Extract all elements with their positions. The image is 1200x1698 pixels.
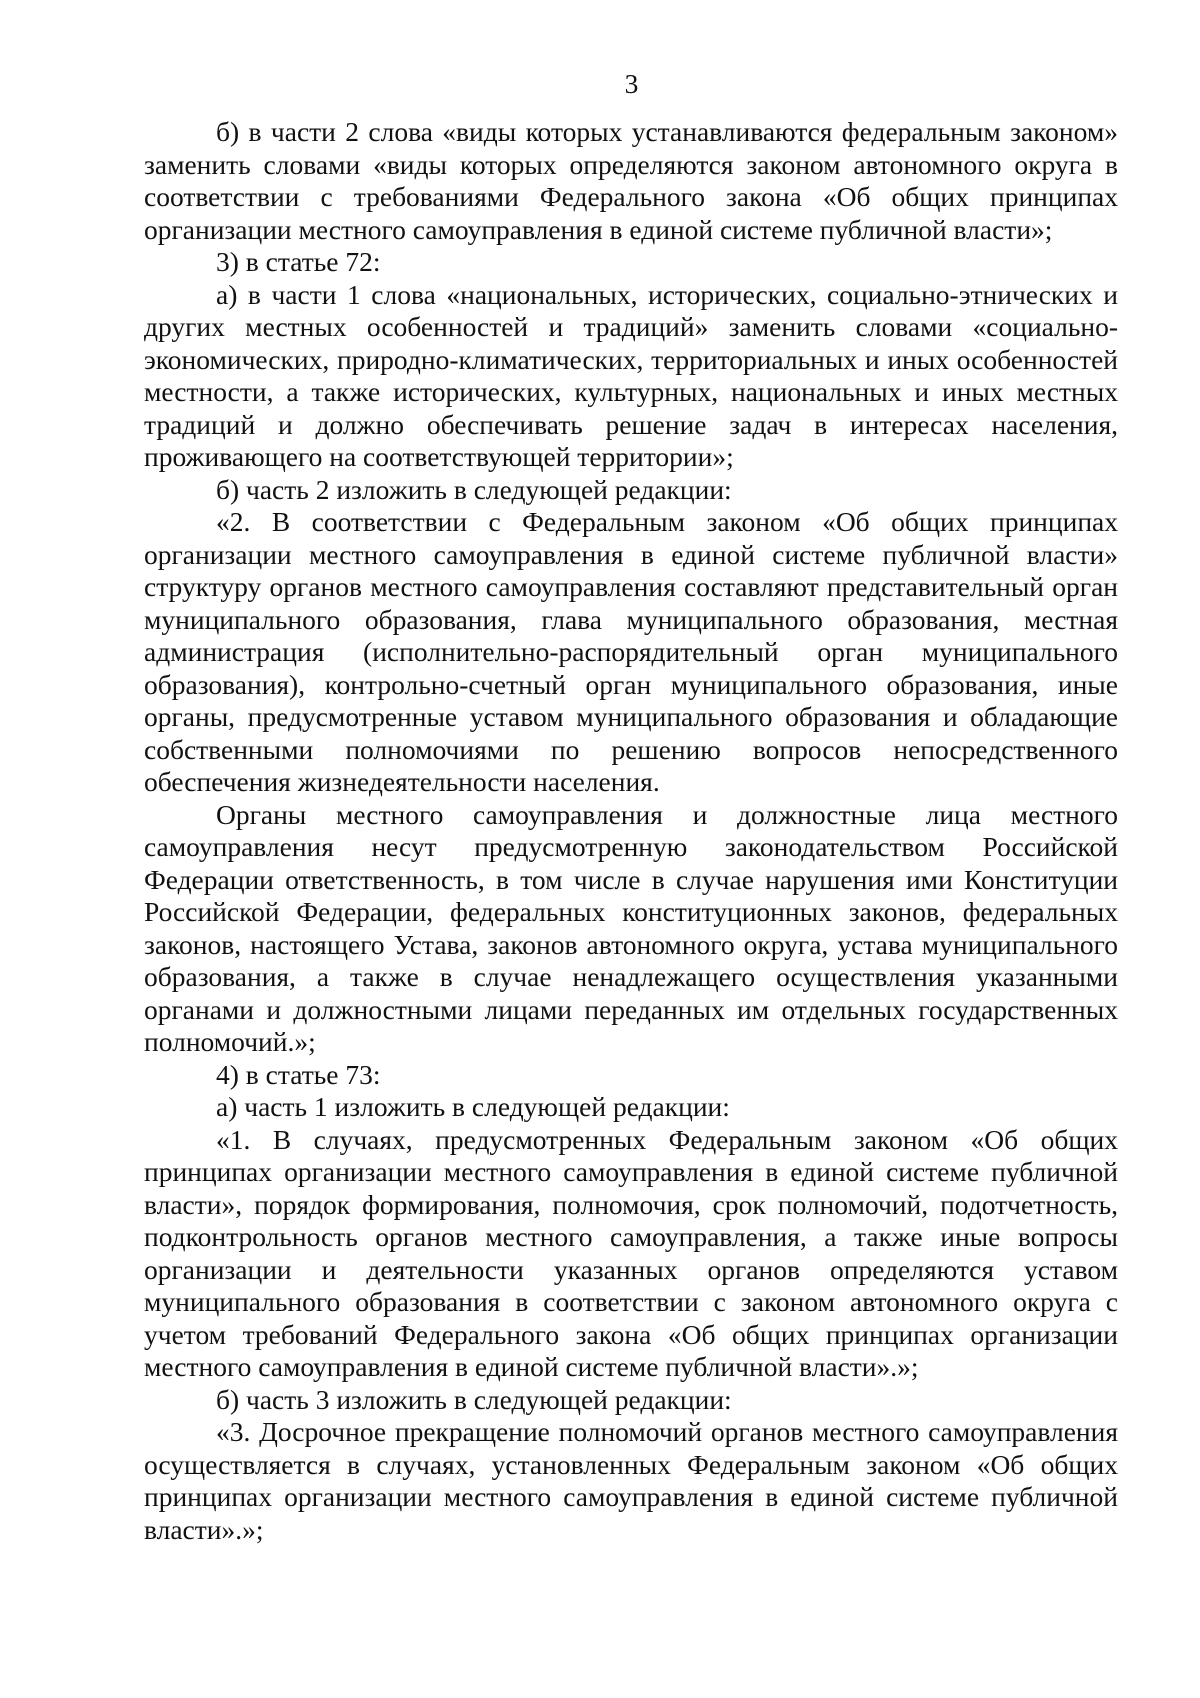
paragraph: «2. В соответствии с Федеральным законом «Об общих принципах организации местного самоуправления в единой системе публичной власти» структуру органов местного самоуправления составляют представительный орган муниципального образования, глава муниципального образования, местная администрация (исполнительно-распорядительный орган муниципального образования), контрольно-счетный орган муниципального образования, иные органы, предусмотренные уставом муниципального образования и обладающие собственными полномочиями по решению вопросов непосредственного обеспечения жизнедеятельности населения. bbox=[144, 506, 1118, 797]
paragraph: Органы местного самоуправления и должностные лица местного самоуправления несут предусмотренную законодательством Российской Федерации ответственность, в том числе в случае нарушения ими Конституции Российской Федерации, федеральных конституционных законов, федеральных законов, настоящего Устава, законов автономного округа, устава муниципального образования, а также в случае ненадлежащего осуществления указанными органами и должностными лицами переданных им отдельных государственных полномочий.»; bbox=[144, 798, 1118, 1057]
paragraph: а) в части 1 слова «национальных, исторических, социально-этнических и других местных особенностей и традиций» заменить словами «социально-экономических, природно-климатических, территориальных и иных особенностей местности, а также исторических, культурных, национальных и иных местных традиций и должно обеспечивать решение задач в интересах населения, проживающего на соответствующей территории»; bbox=[144, 278, 1118, 472]
page-number: 3 bbox=[624, 68, 639, 99]
paragraph: 3) в статье 72: bbox=[216, 246, 381, 277]
paragraph: а) часть 1 изложить в следующей редакции: bbox=[216, 1091, 730, 1122]
document-body bbox=[144, 116, 1118, 1546]
paragraph: б) в части 2 слова «виды которых устанавливаются федеральным законом» заменить словами «виды которых определяются законом автономного округа в соответствии с требованиями Федерального закона «Об общих принципах организации местного самоуправления в единой системе публичной власти»; bbox=[144, 116, 1118, 245]
paragraph: 4) в статье 73: bbox=[216, 1058, 381, 1090]
paragraph: «3. Досрочное прекращение полномочий органов местного самоуправления осуществляется в случаях, установленных Федеральным законом «Об общих принципах организации местного самоуправления в единой системе публичной власти».»; bbox=[144, 1416, 1118, 1545]
paragraph: б) часть 2 изложить в следующей редакции: bbox=[216, 473, 732, 505]
paragraph: «1. В случаях, предусмотренных Федеральным законом «Об общих принципах организации местного самоуправления в единой системе публичной власти», порядок формирования, полномочия, срок полномочий, подотчетность, подконтрольность органов местного самоуправления, а также иные вопросы организации и деятельности указанных органов определяются уставом муниципального образования в соответствии с законом автономного округа с учетом требований Федерального закона «Об общих принципах организации местного самоуправления в единой системе публичной власти».»; bbox=[144, 1123, 1118, 1382]
paragraph: б) часть 3 изложить в следующей редакции: bbox=[216, 1383, 732, 1415]
